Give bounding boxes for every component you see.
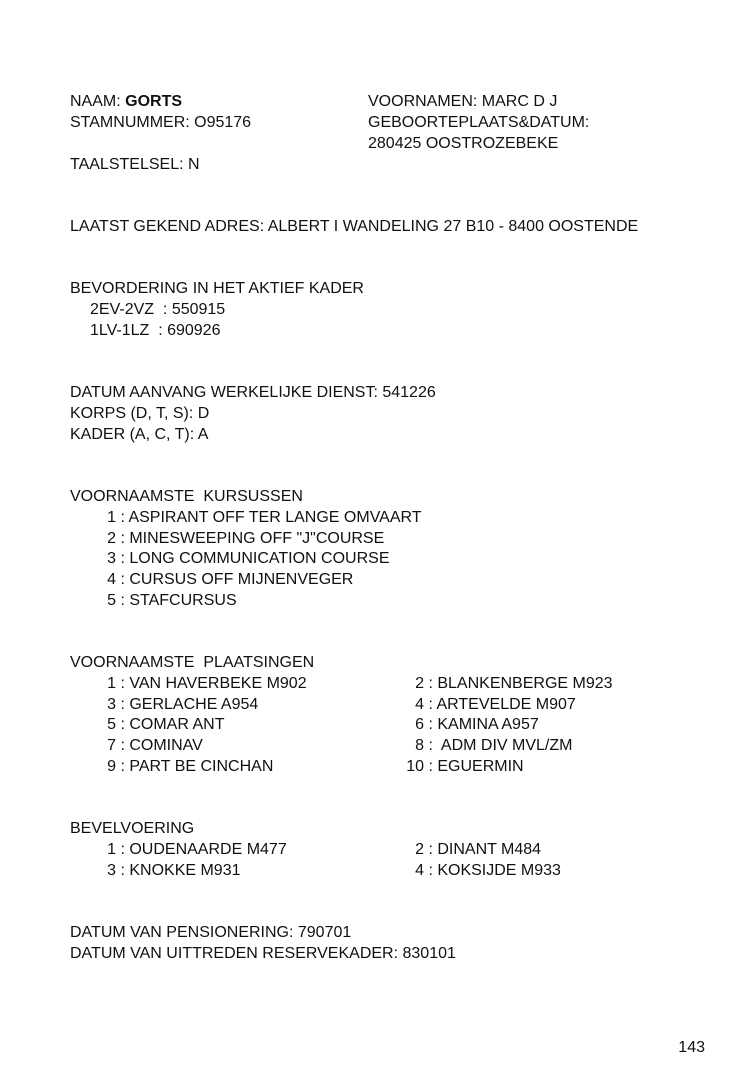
item-text: : COMINAV [120,737,203,755]
bevordering-item: 1LV-1LZ : 690926 [90,321,221,339]
aanvang-dienst: DATUM AANVANG WERKELIJKE DIENST: 541226 [70,384,436,401]
item-text: : ASPIRANT OFF TER LANGE OMVAART [120,508,422,526]
kursussen-title: VOORNAAMSTE KURSUSSEN [70,488,303,505]
item-text: : KNOKKE M931 [120,861,241,879]
bevordering-title: BEVORDERING IN HET AKTIEF KADER [70,280,364,297]
item-number: 3 [107,550,116,568]
list-item [70,570,422,591]
bevelvoering-title: BEVELVOERING [70,820,195,837]
kader: KADER (A, C, T): A [70,425,209,443]
list-item [98,736,398,757]
item-number: 5 [107,716,116,734]
list-item [98,757,398,778]
item-text: : COMAR ANT [120,716,225,734]
geboorte-label: GEBOORTEPLAATS&DATUM: [368,114,590,131]
bevelvoering-grid [70,840,698,882]
bevelvoering-section [70,819,698,881]
item-number: 2 [415,840,424,858]
item-number: 7 [107,737,116,755]
voornamen: VOORNAMEN: MARC D J [368,93,558,110]
geboorte-value: 280425 OOSTROZEBEKE [368,135,559,152]
item-number: 9 [107,757,116,775]
item-number: 8 [415,737,424,755]
item-text: : OUDENAARDE M477 [120,840,287,858]
address-line: LAATST GEKEND ADRES: ALBERT I WANDELING 27 B10 - 8400 OOSTENDE [70,218,639,235]
page-number: 143 [678,1039,705,1056]
list-item [398,736,698,757]
list-item [98,674,398,695]
item-text: : MINESWEEPING OFF "J"COURSE [120,529,385,547]
item-number: 3 [107,695,116,713]
bevordering-item: 2EV-2VZ : 550915 [90,300,226,318]
item-text: : PART BE CINCHAN [120,757,274,775]
item-number: 3 [107,861,116,879]
item-text: : ARTEVELDE M907 [428,695,576,713]
item-text: : KAMINA A957 [428,716,539,734]
item-text: : EGUERMIN [428,757,524,775]
item-text: : CURSUS OFF MIJNENVEGER [120,571,354,589]
item-text: : BLANKENBERGE M923 [428,674,613,692]
item-number: 2 [415,674,424,692]
name-label: NAAM: [70,93,121,110]
item-text: : DINANT M484 [428,840,542,858]
name-value: GORTS [125,93,183,110]
item-number: 10 [406,757,424,775]
kursussen-section [70,487,422,612]
item-number: 6 [415,716,424,734]
list-item [398,840,698,861]
item-text: : STAFCURSUS [120,591,237,609]
item-number: 4 [415,861,424,879]
list-item [398,695,698,716]
stamnummer: STAMNUMMER: O95176 [70,114,252,131]
list-item [98,861,398,882]
pensionering: DATUM VAN PENSIONERING: 790701 [70,924,352,941]
taalstelsel: TAALSTELSEL: N [70,156,200,173]
item-number: 1 [107,840,116,858]
item-number: 5 [107,591,116,609]
list-item [70,529,422,550]
plaatsingen-section [70,653,698,778]
list-item [98,695,398,716]
plaatsingen-title: VOORNAAMSTE PLAATSINGEN [70,654,315,671]
list-item [70,508,422,529]
list-item [70,549,422,570]
list-item [398,861,698,882]
list-item [70,591,422,612]
list-item [398,757,698,778]
name-line [70,92,182,113]
item-text: : VAN HAVERBEKE M902 [120,674,307,692]
list-item [98,840,398,861]
uittreden-reservekader: DATUM VAN UITTREDEN RESERVEKADER: 830101 [70,944,456,962]
item-text: : GERLACHE A954 [120,695,259,713]
pensioen-section [70,923,456,965]
plaatsingen-grid [70,674,698,778]
list-item [398,674,698,695]
item-number: 4 [415,695,424,713]
item-text: : LONG COMMUNICATION COURSE [120,550,390,568]
item-text: : KOKSIJDE M933 [428,861,561,879]
dienst-section [70,383,436,445]
bevordering-section [70,279,364,341]
item-number: 2 [107,529,116,547]
item-text: : ADM DIV MVL/ZM [428,737,573,755]
list-item [398,715,698,736]
item-number: 1 [107,674,116,692]
korps: KORPS (D, T, S): D [70,404,210,422]
list-item [98,715,398,736]
item-number: 4 [107,571,116,589]
item-number: 1 [107,508,116,526]
